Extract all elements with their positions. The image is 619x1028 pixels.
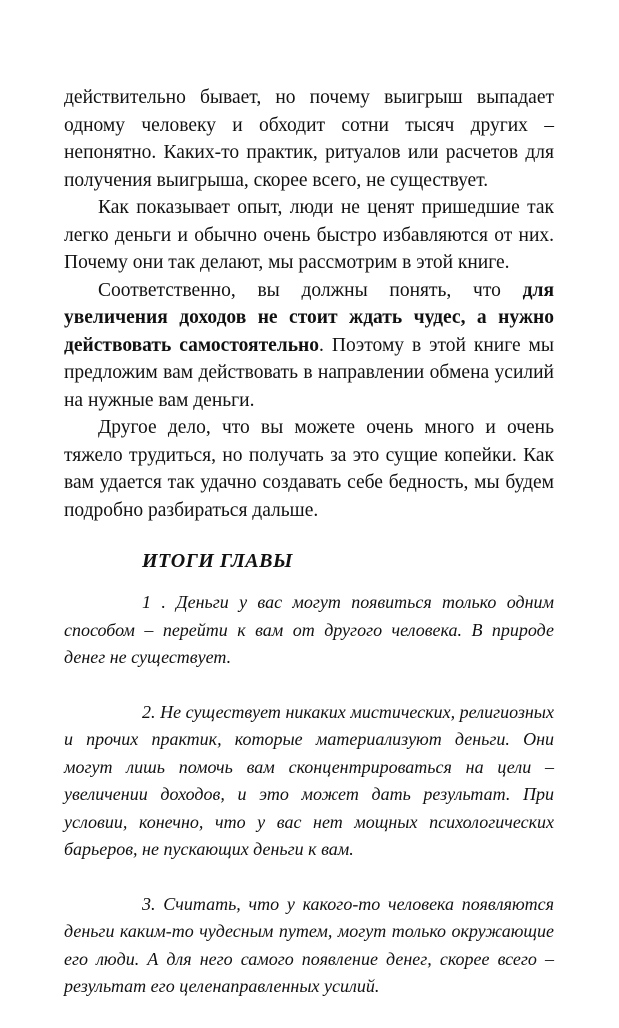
paragraph-3-end: . Поэтому в этой книге мы предложим вам действовать в направлении обмена усилий на нужные вам деньги.	[64, 334, 554, 411]
paragraph-1: действительно бывает, но почему выигрыш выпадает одному человеку и обходит сотни тысяч других – непонятно. Каких-то практик, ритуалов или расчетов для получения выигрыша, скорее всего, не существует.	[64, 87, 554, 191]
paragraph-3-start: Соответственно, вы должны понять, что	[98, 279, 523, 301]
chapter-summary	[64, 589, 554, 1001]
paragraph-2: Как показывает опыт, люди не ценят пришедшие так легко деньги и обычно очень быстро избавляются от них. Почему они так делают, мы рассмотрим в этой книге.	[64, 197, 554, 273]
paragraph-3	[64, 277, 554, 415]
summary-item-2: 2. Не существует никаких мистических, религиозных и прочих практик, которые материализуют деньги. Они могут лишь помочь вам сконцентрироваться на цели – увеличении доходов, и это может дать результат. При условии, конечно, что у вас нет мощных психологических барьеров, не пускающих деньги к вам.	[64, 701, 554, 859]
paragraph-3-emphasis: для увеличения доходов не стоит ждать чудес, а нужно действовать самостоятельно	[64, 279, 554, 356]
paragraph-4: Другое дело, что вы можете очень много и очень тяжело трудиться, но получать за это сущие копейки. Как вам удается так удачно создавать себе бедность, мы будем подробно разбираться дальше.	[64, 417, 554, 521]
book-page	[64, 84, 554, 1028]
summary-item-3: 3. Считать, что у какого-то человека появляются деньги каким-то чудесным путем, могут только окружающие его люди. А для него самого появление денег, скорее всего – результат его целенаправленных усилий.	[64, 893, 554, 996]
chapter-summary-heading: ИТОГИ ГЛАВЫ	[142, 550, 293, 572]
summary-item-1: 1 . Деньги у вас могут появиться только одним способом – перейти к вам от другого человека. В природе денег не существует.	[64, 592, 554, 667]
